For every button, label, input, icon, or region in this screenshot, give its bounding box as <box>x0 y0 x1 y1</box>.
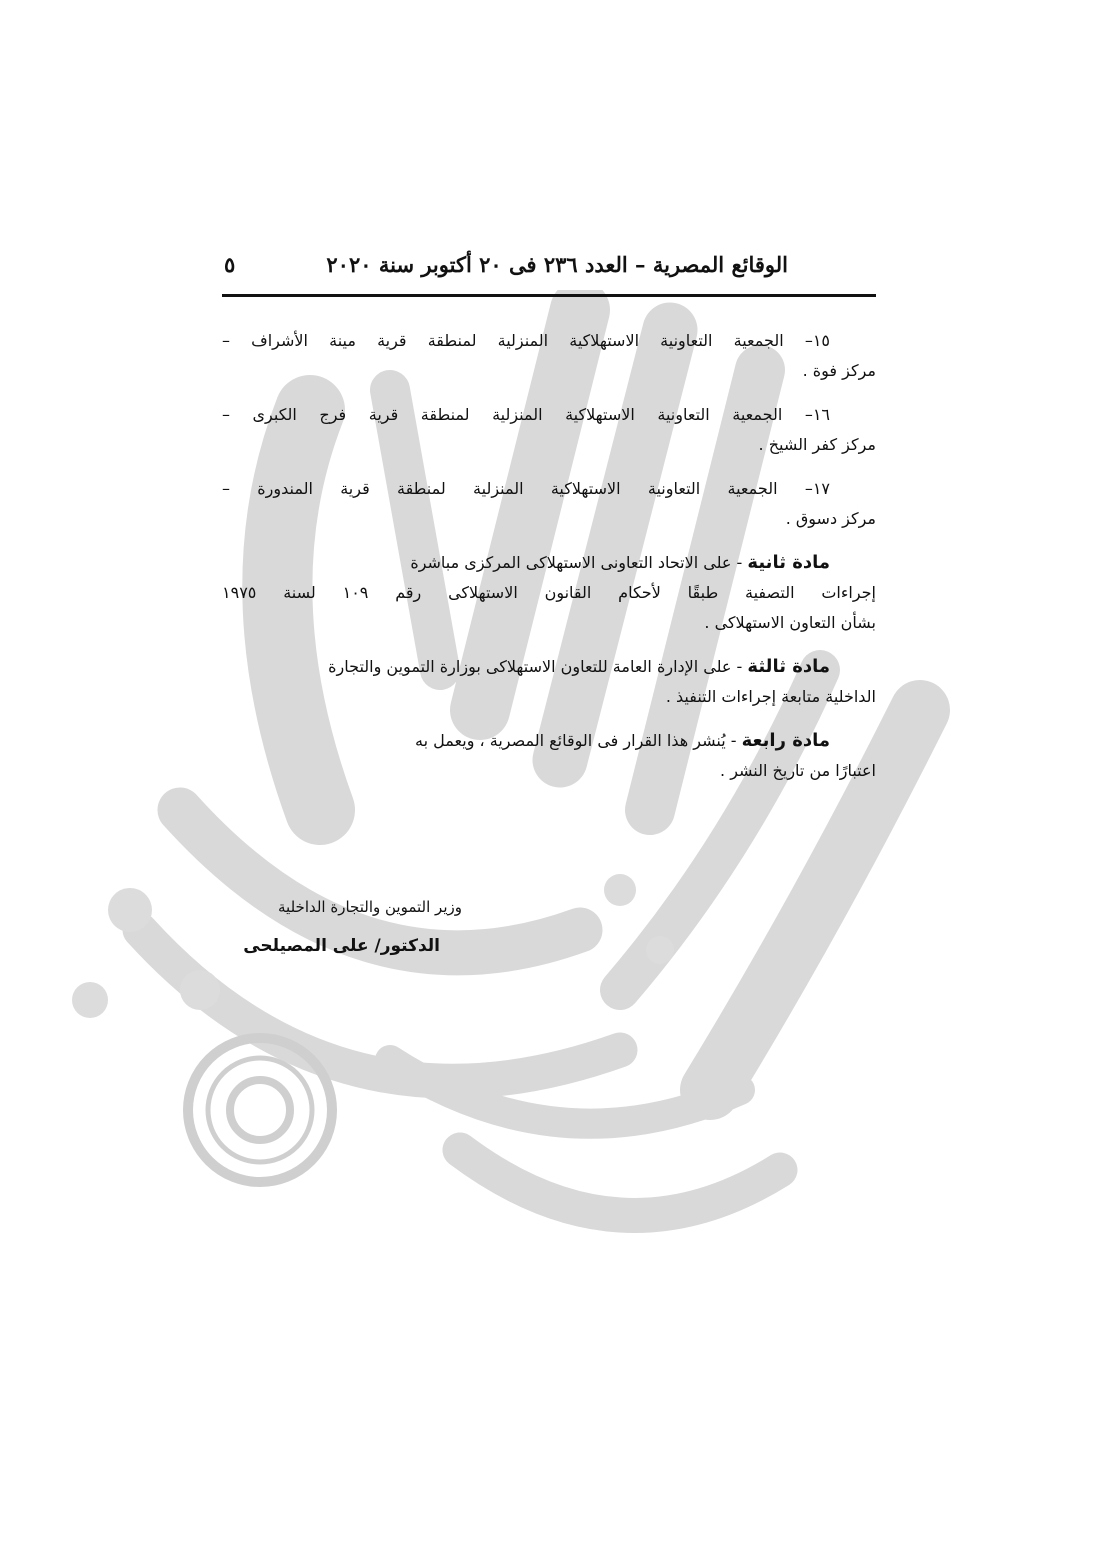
article-line: اعتبارًا من تاريخ النشر . <box>720 761 876 780</box>
list-item-line: مركز كفر الشيخ . <box>758 435 876 454</box>
article-line: الداخلية متابعة إجراءات التنفيذ . <box>665 687 876 706</box>
header-divider <box>222 294 876 297</box>
article-first-line <box>222 652 876 682</box>
list-item-line: مركز فوة . <box>802 361 876 380</box>
article-text: - على الاتحاد التعاونى الاستهلاكى المركزى مباشرة <box>410 553 743 572</box>
article-line: بشأن التعاون الاستهلاكى . <box>704 613 876 632</box>
article-line: إجراءات التصفية طبقًا لأحكام القانون الاستهلاكى رقم ١٠٩ لسنة ١٩٧٥ <box>222 583 876 602</box>
page-number: ٥ <box>224 252 236 277</box>
list-item-line: ١٦– الجمعية التعاونية الاستهلاكية المنزلية لمنطقة قرية فرج الكبرى – <box>222 405 830 424</box>
article-label: مادة ثانية <box>747 552 830 573</box>
list-item-line: مركز دسوق . <box>785 509 876 528</box>
list-item <box>222 474 876 534</box>
gazette-title: الوقائع المصرية – العدد ٢٣٦ فى ٢٠ أكتوبر سنة ٢٠٢٠ <box>326 252 788 277</box>
article-paragraph <box>222 548 876 638</box>
page-header <box>222 248 876 288</box>
article-text: - يُنشر هذا القرار فى الوقائع المصرية ، ويعمل به <box>415 731 737 750</box>
list-item <box>222 400 876 460</box>
list-item-line: ١٥– الجمعية التعاونية الاستهلاكية المنزلية لمنطقة قرية مينة الأشراف – <box>222 331 830 350</box>
list-item-line: ١٧– الجمعية التعاونية الاستهلاكية المنزلية لمنطقة قرية المندورة – <box>222 479 830 498</box>
article-first-line <box>222 726 876 756</box>
signatory-name: الدكتور/ على المصيلحى <box>243 936 440 956</box>
article-first-line <box>222 548 876 578</box>
signatory-title: وزير التموين والتجارة الداخلية <box>278 898 462 916</box>
article-text: - على الإدارة العامة للتعاون الاستهلاكى بوزارة التموين والتجارة <box>328 657 743 676</box>
article-paragraph <box>222 726 876 786</box>
list-item <box>222 326 876 386</box>
article-paragraph <box>222 652 876 712</box>
article-label: مادة رابعة <box>741 730 830 751</box>
document-body <box>222 326 876 800</box>
article-label: مادة ثالثة <box>747 656 830 677</box>
